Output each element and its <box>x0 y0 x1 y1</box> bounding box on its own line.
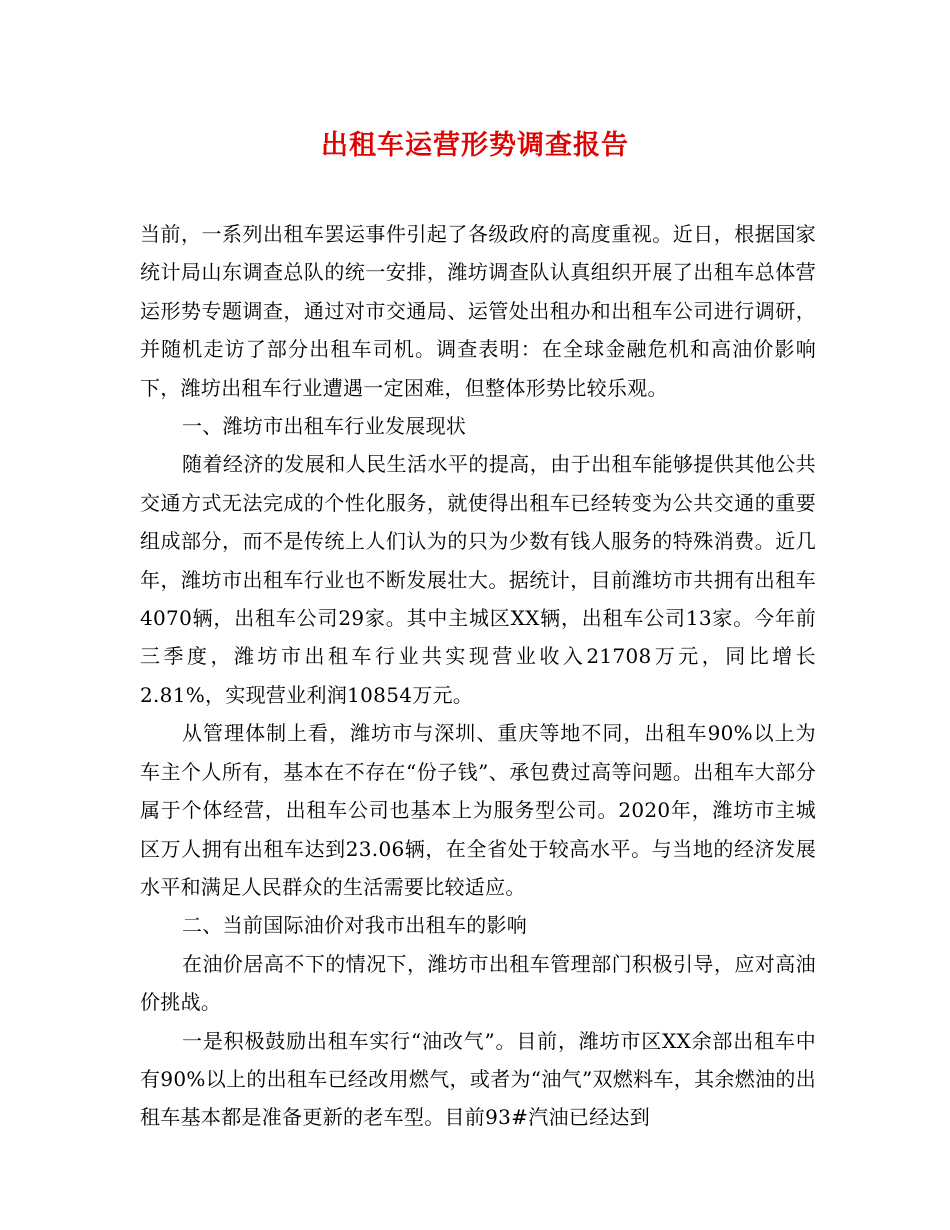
body-paragraph: 一是积极鼓励出租车实行“油改气”。目前，潍坊市区XX余部出租车中有90%以上的出租车已经改用燃气，或者为“油气”双燃料车，其余燃油的出租车基本都是准备更新的老车型。目前93#汽油已经达到 <box>140 1028 816 1130</box>
body-paragraph: 随着经济的发展和人民生活水平的提高，由于出租车能够提供其他公共交通方式无法完成的个性化服务，就使得出租车已经转变为公共交通的重要组成部分，而不是传统上人们认为的只为少数有钱人服务的特殊消费。近几年，潍坊市出租车行业也不断发展壮大。据统计，目前潍坊市共拥有出租车4070辆，出租车公司29家。其中主城区XX辆，出租车公司13家。今年前三季度，潍坊市出租车行业共实现营业收入21708万元，同比增长2.81%，实现营业利润10854万元。 <box>140 452 816 707</box>
section-heading-1: 一、潍坊市出租车行业发展现状 <box>182 414 467 439</box>
section-heading-2: 二、当前国际油价对我市出租车的影响 <box>182 913 528 938</box>
body-paragraph: 从管理体制上看，潍坊市与深圳、重庆等地不同，出租车90%以上为车主个人所有，基本在不存在“份子钱”、承包费过高等问题。出租车大部分属于个体经营，出租车公司也基本上为服务型公司。2020年，潍坊市主城区万人拥有出租车达到23.06辆，在全省处于较高水平。与当地的经济发展水平和满足人民群众的生活需要比较适应。 <box>140 721 816 899</box>
intro-paragraph: 当前，一系列出租车罢运事件引起了各级政府的高度重视。近日，根据国家统计局山东调查总队的统一安排，潍坊调查队认真组织开展了出租车总体营运形势专题调查，通过对市交通局、运管处出租办和出租车公司进行调研，并随机走访了部分出租车司机。调查表明：在全球金融危机和高油价影响下，潍坊出租车行业遭遇一定困难，但整体形势比较乐观。 <box>140 222 816 400</box>
document-title: 出租车运营形势调查报告 <box>321 130 629 161</box>
body-paragraph: 在油价居高不下的情况下，潍坊市出租车管理部门积极引导，应对高油价挑战。 <box>140 951 816 1015</box>
document-body <box>140 215 816 1137</box>
